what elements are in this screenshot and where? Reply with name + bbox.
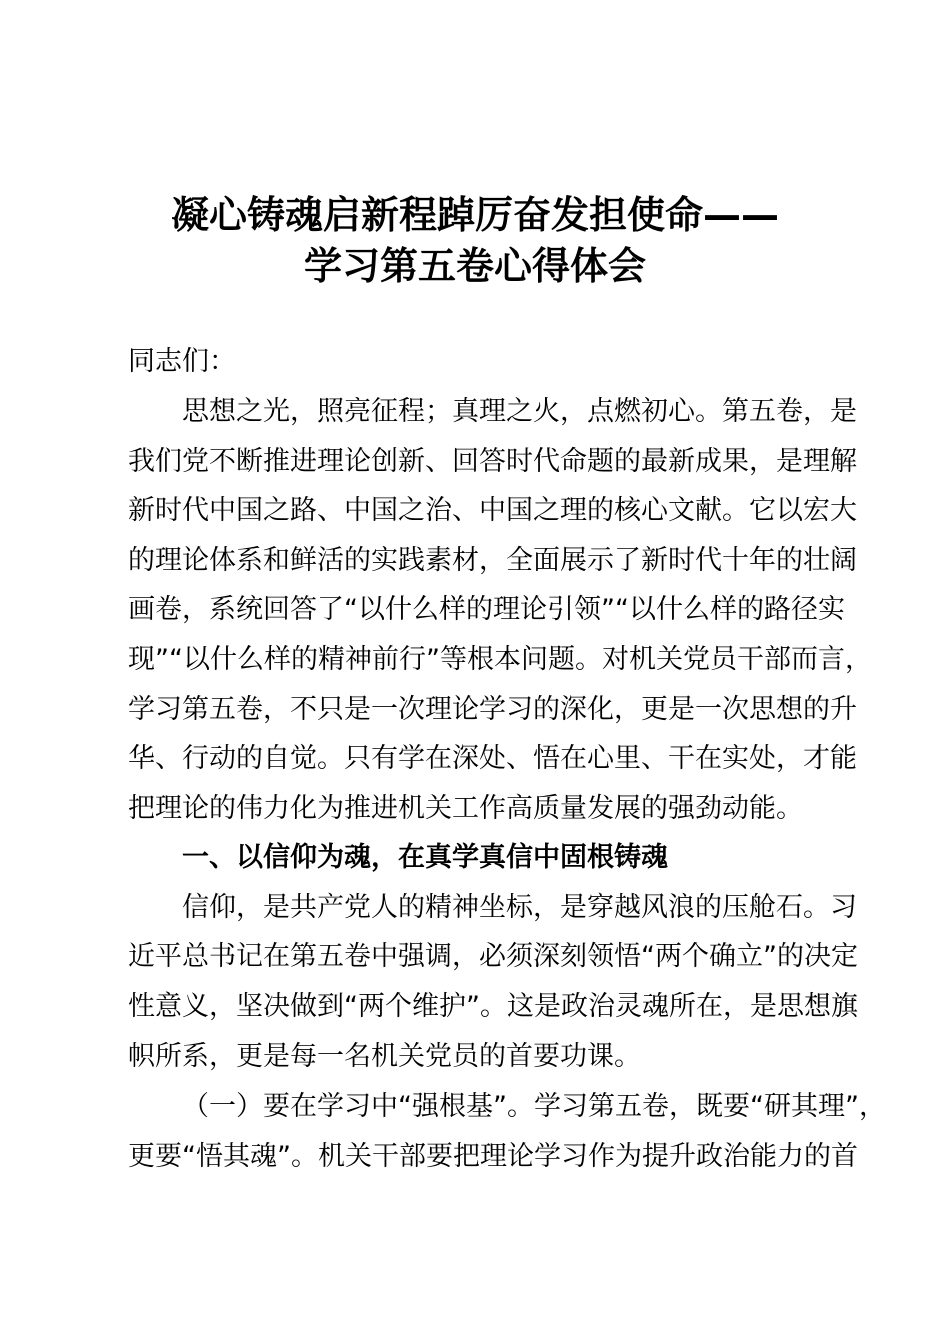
salutation: 同志们： <box>128 346 236 377</box>
document-title-line-1: 凝心铸魂启新程踔厉奋发担使命—— <box>170 193 779 237</box>
paragraph-line: 我们党不断推进理论创新、回答时代命题的最新成果，是理解 <box>128 446 857 477</box>
document-title-line-2: 学习第五卷心得体会 <box>303 244 646 288</box>
paragraph-line: 学习第五卷，不只是一次理论学习的深化，更是一次思想的升 <box>128 694 857 725</box>
paragraph-line: 把理论的伟力化为推进机关工作高质量发展的强劲动能。 <box>128 793 803 824</box>
paragraph-line: 现”“以什么样的精神前行”等根本问题。对机关党员干部而言， <box>128 644 872 675</box>
subsection-paragraph-line: （一）要在学习中“强根基”。学习第五卷，既要“研其理”， <box>182 1091 886 1122</box>
paragraph-line: 华、行动的自觉。只有学在深处、悟在心里、干在实处，才能 <box>128 743 857 774</box>
paragraph-line: 思想之光，照亮征程；真理之火，点燃初心。第五卷，是 <box>182 396 857 427</box>
section-heading: 一、以信仰为魂，在真学真信中固根铸魂 <box>182 842 668 873</box>
paragraph-line: 新时代中国之路、中国之治、中国之理的核心文献。它以宏大 <box>128 495 857 526</box>
paragraph-line: 更要“悟其魂”。机关干部要把理论学习作为提升政治能力的首 <box>128 1141 858 1172</box>
paragraph-line: 帜所系，更是每一名机关党员的首要功课。 <box>128 1041 641 1072</box>
paragraph-line: 信仰，是共产党人的精神坐标，是穿越风浪的压舱石。习 <box>182 892 857 923</box>
paragraph-line: 的理论体系和鲜活的实践素材，全面展示了新时代十年的壮阔 <box>128 545 857 576</box>
paragraph-line: 画卷，系统回答了“以什么样的理论引领”“以什么样的路径实 <box>128 594 845 625</box>
paragraph-line: 性意义，坚决做到“两个维护”。这是政治灵魂所在，是思想旗 <box>128 991 858 1022</box>
paragraph-line: 近平总书记在第五卷中强调，必须深刻领悟“两个确立”的决定 <box>128 941 858 972</box>
